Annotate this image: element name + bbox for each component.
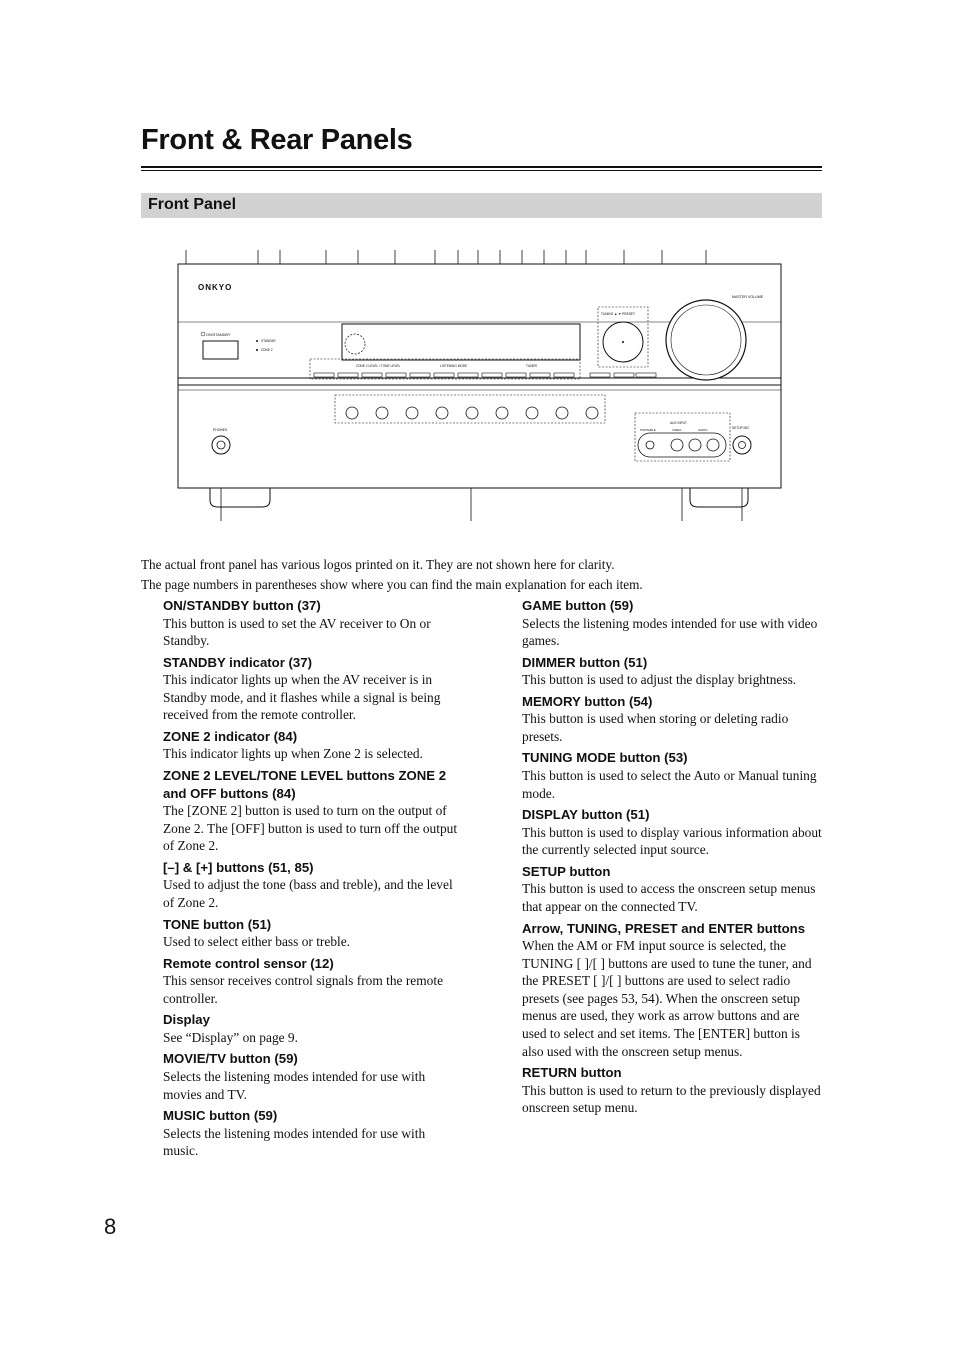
standby-indicator xyxy=(256,340,258,342)
entry-plus-minus: [–] & [+] buttons (51, 85) Used to adjust the tone (bass and treble), and the level of Zone 2. xyxy=(163,859,453,910)
off-button[interactable] xyxy=(338,373,358,377)
entry-music: MUSIC button (59) Selects the listening modes intended for use with music. xyxy=(163,1108,426,1159)
section-header xyxy=(141,193,822,218)
top-button-row xyxy=(314,373,656,377)
page-number: 8 xyxy=(104,1214,117,1239)
minus-button[interactable] xyxy=(362,373,382,377)
phones-label: PHONES xyxy=(213,428,228,432)
tuning-preset-label: TUNING ▲ ▼ PRESET xyxy=(601,312,635,316)
movie-tv-button[interactable] xyxy=(434,373,454,377)
entry-arrow-tuning-preset: Arrow, TUNING, PRESET and ENTER buttons When the AM or FM input source is selected, the TUNING [ ]/[ ] buttons are used to tune the tuner, and the PRESET [ ]/[ ] buttons are used to select radio presets (see pages 53, 54). When the onscreen setup menus are used, they work as arrow buttons and are used to select and set items. The [ENTER] button is also used with the onscreen setup menus. xyxy=(522,920,812,1059)
master-volume-knob[interactable] xyxy=(666,300,746,380)
memory-button[interactable] xyxy=(530,373,550,377)
left-column xyxy=(163,597,463,1164)
page-title: Front & Rear Panels xyxy=(141,124,413,156)
entry-dimmer: DIMMER button (51) This button is used to adjust the display brightness. xyxy=(522,654,797,688)
game-button[interactable] xyxy=(482,373,502,377)
input-button-3[interactable] xyxy=(406,407,418,419)
entry-zone2-buttons: ZONE 2 LEVEL/TONE LEVEL buttons ZONE 2 and OFF buttons (84) The [ZONE 2] button is used to turn on the output of Zone 2. The [OFF] button is used to turn off the output of Zone 2. xyxy=(163,768,458,854)
tuner-label: TUNER xyxy=(526,364,537,368)
audio-label: AUDIO xyxy=(698,428,708,432)
front-panel-diagram xyxy=(170,245,790,525)
zone2-button[interactable] xyxy=(314,373,334,377)
arrow-pad-dot xyxy=(622,341,624,343)
setup-button[interactable] xyxy=(590,373,610,377)
on-standby-button[interactable] xyxy=(203,341,238,359)
input-buttons xyxy=(346,407,598,419)
left-foot xyxy=(210,488,270,507)
entry-memory: MEMORY button (54) This button is used when storing or deleting radio presets. xyxy=(522,693,789,744)
entry-tuning-mode: TUNING MODE button (53) This button is used to select the Auto or Manual tuning mode. xyxy=(522,750,817,801)
tuning-mode-button[interactable] xyxy=(554,373,574,377)
entry-return: RETURN button This button is used to return to the previously displayed onscreen setup menu. xyxy=(522,1065,821,1116)
video-jack[interactable] xyxy=(671,439,683,451)
master-volume-label: MASTER VOLUME xyxy=(732,295,764,299)
entry-zone2-indicator: ZONE 2 indicator (84) This indicator lights up when Zone 2 is selected. xyxy=(163,728,423,762)
audio-l-jack[interactable] xyxy=(689,439,701,451)
listening-mode-label: LISTENING MODE xyxy=(440,364,468,368)
right-column xyxy=(522,597,822,1121)
entry-display: Display See “Display” on page 9. xyxy=(163,1012,298,1045)
right-foot xyxy=(690,488,748,507)
setup-mic-label: SETUP MIC xyxy=(732,426,750,430)
on-standby-label: ON/STANDBY xyxy=(206,333,231,337)
entry-display-button: DISPLAY button (51) This button is used to display various information about the currently selected input source. xyxy=(522,807,822,858)
entry-standby-indicator: STANDBY indicator (37) This indicator lights up when the AV receiver is in Standby mode, and it flashes while a signal is being received from the remote controller. xyxy=(163,654,441,723)
input-button-9[interactable] xyxy=(586,407,598,419)
input-button-2[interactable] xyxy=(376,407,388,419)
plus-button[interactable] xyxy=(386,373,406,377)
entry-remote-sensor: Remote control sensor (12) This sensor receives control signals from the remote controller. xyxy=(163,955,444,1006)
portable-label: PORTABLE xyxy=(640,428,656,432)
input-button-6[interactable] xyxy=(496,407,508,419)
brand-logo: ONKYO xyxy=(198,283,233,292)
input-button-5[interactable] xyxy=(466,407,478,419)
music-button[interactable] xyxy=(458,373,478,377)
input-button-1[interactable] xyxy=(346,407,358,419)
entry-tone: TONE button (51) Used to select either bass or treble. xyxy=(163,916,351,950)
tone-button[interactable] xyxy=(410,373,430,377)
return-button[interactable] xyxy=(614,373,634,377)
display-window xyxy=(342,324,580,360)
entry-game: GAME button (59) Selects the listening modes intended for use with video games. xyxy=(522,598,818,649)
entry-on-standby: ON/STANDBY button (37) This button is used to set the AV receiver to On or Standby. xyxy=(163,598,431,649)
entry-setup: SETUP button This button is used to access the onscreen setup menus that appear on the connected TV. xyxy=(522,863,816,914)
input-button-8[interactable] xyxy=(556,407,568,419)
audio-r-jack[interactable] xyxy=(707,439,719,451)
enter-button[interactable] xyxy=(636,373,656,377)
intro-note-1: The actual front panel has various logos printed on it. They are not shown here for clarity. xyxy=(141,557,615,572)
section-title: Front Panel xyxy=(148,196,237,213)
video-label: VIDEO xyxy=(672,428,682,432)
zone2-level-label: ZONE 2 LEVEL / TONE LEVEL xyxy=(356,364,401,368)
aux-input-label: AUX INPUT xyxy=(670,421,688,425)
title-rule xyxy=(141,166,822,171)
entry-movie-tv: MOVIE/TV button (59) Selects the listening modes intended for use with movies and TV. xyxy=(163,1051,426,1102)
intro-note-2: The page numbers in parentheses show where you can find the main explanation for each item. xyxy=(141,577,643,592)
zone2-indicator-label: ZONE 2 xyxy=(261,348,273,352)
portable-jack[interactable] xyxy=(646,441,654,449)
input-button-4[interactable] xyxy=(436,407,448,419)
input-button-7[interactable] xyxy=(526,407,538,419)
zone2-indicator xyxy=(256,349,258,351)
standby-indicator-label: STANDBY xyxy=(261,339,276,343)
dimmer-button[interactable] xyxy=(506,373,526,377)
